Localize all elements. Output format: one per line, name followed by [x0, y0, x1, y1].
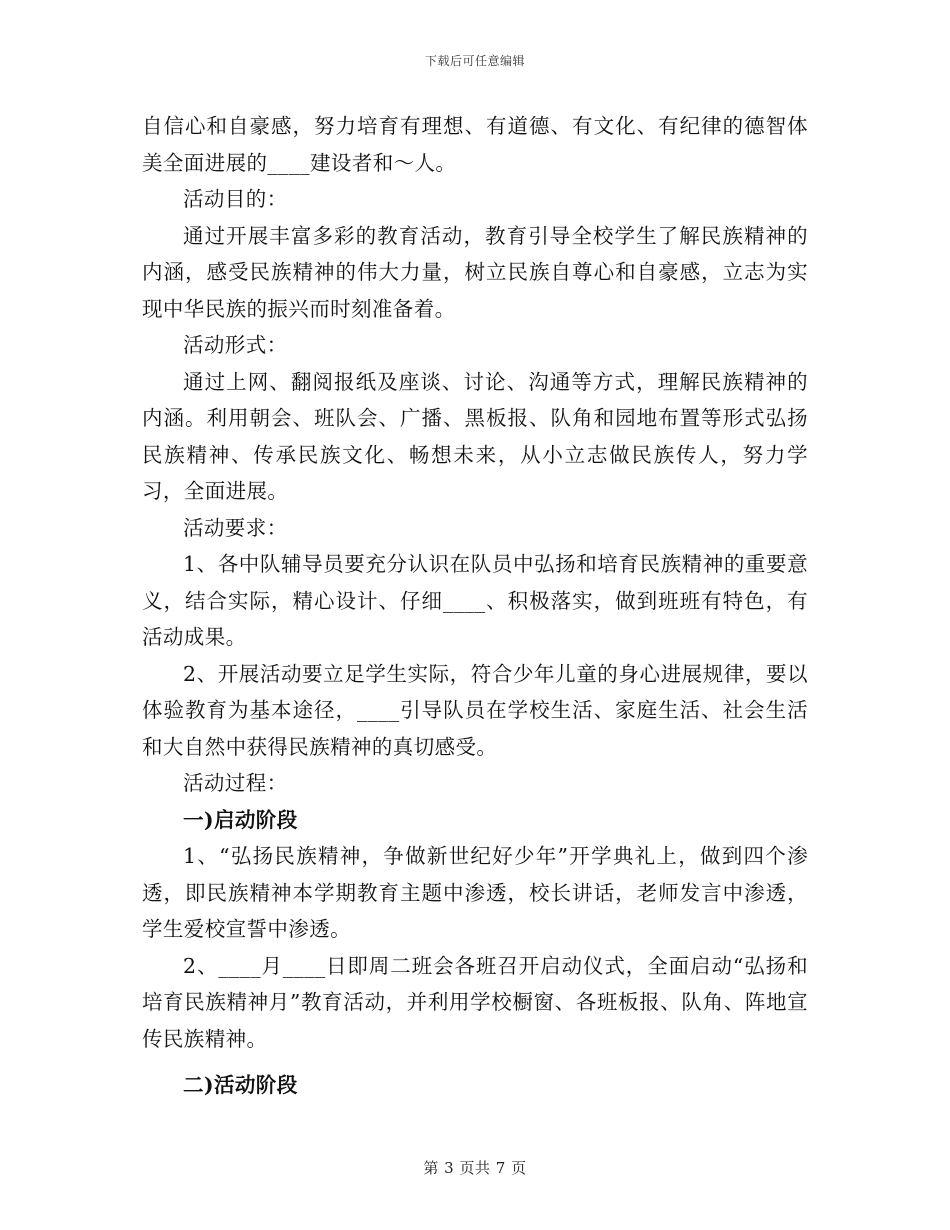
section-title-process: 活动过程： — [183, 771, 288, 795]
paragraph-form: 通过上网、翻阅报纸及座谈、讨论、沟通等方式，理解民族精神的内涵。利用朝会、班队会、广播、黑板报、队角和园地布置等形式弘扬民族精神、传承民族文化、畅想未来，从小立志做民族传人，努力学习，全面进展。 — [142, 369, 808, 503]
page-number: 第 3 页共 7 页 — [423, 1159, 527, 1177]
section-title-purpose: 活动目的： — [183, 187, 288, 211]
section-title-requirements: 活动要求： — [183, 515, 288, 540]
paragraph-intro-continuation: 自信心和自豪感，努力培育有理想、有道德、有文化、有纪律的德智体美全面进展的____建设者和～人。 — [142, 114, 808, 175]
paragraph-requirement-2: 2、开展活动要立足学生实际，符合少年儿童的身心进展规律，要以体验教育为基本途径，____引导队员在学校生活、家庭生活、社会生活和大自然中获得民族精神的真切感受。 — [142, 661, 808, 759]
paragraph-stage-1-item-1: 1、“弘扬民族精神，争做新世纪好少年”开学典礼上，做到四个渗透，即民族精神本学期教育主题中渗透，校长讲话，老师发言中渗透，学生爱校宣誓中渗透。 — [142, 844, 808, 941]
stage-2-heading: 二)活动阶段 — [183, 1073, 298, 1097]
paragraph-requirement-1: 1、各中队辅导员要充分认识在队员中弘扬和培育民族精神的重要意义，结合实际，精心设计、仔细____、积极落实，做到班班有特色，有活动成果。 — [142, 552, 808, 649]
header-note: 下载后可任意编辑 — [424, 54, 525, 68]
paragraph-purpose: 通过开展丰富多彩的教育活动，教育引导全校学生了解民族精神的内涵，感受民族精神的伟大力量，树立民族自尊心和自豪感，立志为实现中华民族的振兴而时刻准备着。 — [142, 223, 808, 321]
stage-1-heading: 一)启动阶段 — [183, 807, 298, 832]
document-body — [142, 108, 808, 1104]
section-title-form: 活动形式： — [183, 333, 288, 357]
paragraph-stage-1-item-2: 2、____月____日即周二班会各班召开启动仪式，全面启动“弘扬和培育民族精神月”教育活动，并利用学校橱窗、各班板报、队角、阵地宣传民族精神。 — [142, 953, 808, 1051]
